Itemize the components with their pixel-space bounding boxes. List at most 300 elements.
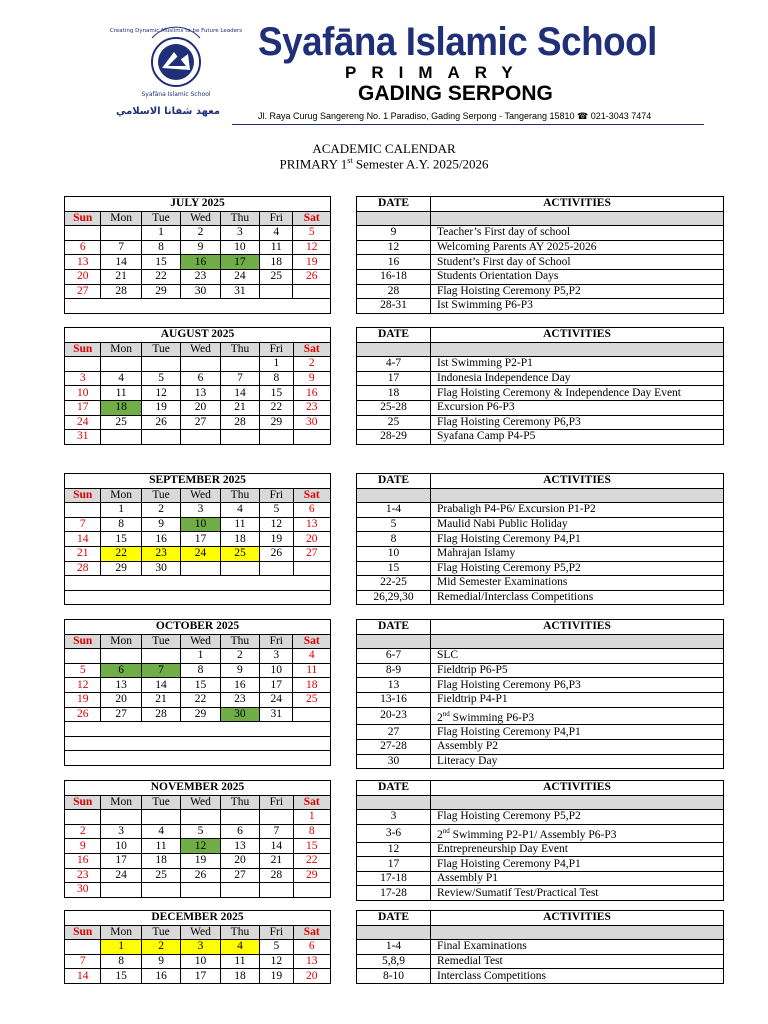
day-cell: 8 [293,824,330,839]
activity-date: 27 [357,725,431,740]
day-cell: 18 [220,532,259,547]
day-cell: 8 [101,517,141,532]
activity-row [357,284,724,299]
activity-name: Fieldtrip P6-P5 [431,663,724,678]
day-cell: 16 [293,386,330,401]
weekday-label: Mon [101,211,141,226]
empty-cell [65,299,331,314]
day-cell [220,561,259,576]
activity-row [357,255,724,270]
weekday-label: Sun [65,795,101,810]
weekday-label: Thu [220,211,259,226]
activity-date: 1-4 [357,503,431,518]
day-cell: 31 [220,284,259,299]
shaded-cell [357,925,431,940]
weekday-label: Sun [65,925,101,940]
day-cell [65,940,101,955]
activity-name: Flag Hoisting Ceremony P5,P2 [431,810,724,825]
weekday-label: Wed [181,211,220,226]
school-campus: GADING SERPONG [358,82,553,105]
activities-header-row [357,911,724,926]
activity-date: 16-18 [357,269,431,284]
day-cell: 25 [141,868,180,883]
week-row [65,663,331,678]
month-calendar [64,780,331,898]
day-cell: 17 [65,400,101,415]
day-cell: 18 [141,853,180,868]
day-cell: 11 [220,517,259,532]
day-cell [101,226,141,241]
day-cell [181,357,220,372]
weekday-row [65,211,331,226]
empty-cell [65,751,331,766]
weekday-label: Fri [260,211,293,226]
day-cell: 2 [141,503,180,518]
logo-ring-text: Creating Dynamic Muslims to be Future Leaders [109,28,243,34]
day-cell: 19 [65,692,101,707]
date-header: DATE [357,781,431,796]
shaded-row [357,634,724,649]
activity-date: 28-31 [357,299,431,314]
day-cell: 5 [141,371,180,386]
weekday-label: Tue [141,795,180,810]
day-cell: 16 [220,678,259,693]
day-cell: 22 [293,853,330,868]
day-cell: 10 [260,663,293,678]
weekday-label: Sat [293,795,330,810]
weekday-label: Mon [101,925,141,940]
day-cell: 2 [181,226,220,241]
activity-date: 9 [357,226,431,241]
day-cell: 18 [101,400,141,415]
day-cell [220,883,259,898]
day-cell: 7 [220,371,259,386]
day-cell: 24 [181,546,220,561]
day-cell [260,430,293,445]
activity-row [357,576,724,591]
week-row [65,430,331,445]
week-row [65,576,331,591]
activity-name: Flag Hoisting Ceremony P6,P3 [431,415,724,430]
activity-row [357,739,724,754]
empty-cell [65,736,331,751]
month-calendar [64,910,331,984]
activity-row [357,857,724,872]
day-cell: 30 [141,561,180,576]
day-cell: 17 [220,255,259,270]
activity-name: Flag Hoisting Ceremony & Independence Day Event [431,386,724,401]
weekday-label: Sun [65,211,101,226]
day-cell: 24 [260,692,293,707]
activity-date: 25-28 [357,400,431,415]
week-row [65,707,331,722]
week-row [65,503,331,518]
weekday-label: Mon [101,488,141,503]
weekday-label: Sun [65,342,101,357]
day-cell: 31 [65,430,101,445]
month-name: NOVEMBER 2025 [65,781,331,796]
day-cell: 17 [101,853,141,868]
shaded-cell [357,795,431,810]
day-cell: 13 [181,386,220,401]
weekday-label: Tue [141,925,180,940]
day-cell: 28 [141,707,180,722]
day-cell: 4 [101,371,141,386]
weekday-label: Sat [293,211,331,226]
activity-row [357,707,724,725]
activity-date: 8-9 [357,663,431,678]
activity-row [357,842,724,857]
weekday-label: Sun [65,488,101,503]
day-cell: 28 [101,284,141,299]
activity-row [357,810,724,825]
day-cell: 17 [181,969,220,984]
document-title: ACADEMIC CALENDAR [312,141,456,156]
week-row [65,299,331,314]
activities-header-row [357,474,724,489]
activities-header: ACTIVITIES [431,620,724,635]
activity-date: 3-6 [357,824,431,842]
day-cell [101,883,141,898]
week-row [65,415,331,430]
activity-row [357,663,724,678]
day-cell: 5 [260,940,293,955]
day-cell: 7 [65,517,101,532]
activity-name: Remedial/Interclass Competitions [431,590,724,605]
activities-table [356,473,724,605]
activities-header: ACTIVITIES [431,474,724,489]
day-cell: 28 [65,561,101,576]
day-cell: 6 [293,940,330,955]
week-row [65,269,331,284]
day-cell: 5 [260,503,293,518]
day-cell: 12 [181,839,220,854]
activity-date: 12 [357,842,431,857]
activity-name: Ist Swimming P6-P3 [431,299,724,314]
activity-row [357,886,724,901]
day-cell: 15 [101,969,141,984]
week-row [65,240,331,255]
day-cell: 7 [65,954,101,969]
activities-header: ACTIVITIES [431,197,724,212]
activities-table [356,619,724,769]
activity-name: Students Orientation Days [431,269,724,284]
day-cell: 14 [141,678,180,693]
weekday-label: Wed [181,488,220,503]
month-calendar [64,473,331,605]
day-cell: 9 [65,839,101,854]
activity-row [357,546,724,561]
activity-name: Flag Hoisting Ceremony P5,P2 [431,284,724,299]
shaded-cell [431,795,724,810]
day-cell: 8 [260,371,293,386]
day-cell: 2 [141,940,180,955]
date-header: DATE [357,911,431,926]
activity-name: Review/Sumatif Test/Practical Test [431,886,724,901]
day-cell: 21 [101,269,141,284]
day-cell [293,430,330,445]
day-cell: 30 [65,883,101,898]
activity-name: Excursion P6-P3 [431,400,724,415]
day-cell: 8 [141,240,180,255]
logo-bottom-text: Syafāna Islamic School [141,91,211,98]
day-cell: 10 [181,517,220,532]
week-row [65,532,331,547]
day-cell: 26 [260,546,293,561]
document-subtitle: PRIMARY 1st Semester A.Y. 2025/2026 [279,156,489,172]
shaded-cell [431,342,724,357]
day-cell [220,430,259,445]
activity-name: Mahrajan Islamy [431,546,724,561]
day-cell [101,649,141,664]
activity-date: 17 [357,371,431,386]
day-cell: 22 [141,269,180,284]
weekday-label: Wed [181,795,220,810]
date-header: DATE [357,197,431,212]
activities-table [356,196,724,314]
day-cell: 24 [101,868,141,883]
activity-date: 18 [357,386,431,401]
day-cell [65,357,101,372]
arabic-school-name: معهد شفانا الاسلامي [116,106,221,117]
activity-row [357,954,724,969]
day-cell: 1 [141,226,180,241]
day-cell [181,883,220,898]
day-cell: 9 [141,517,180,532]
day-cell: 22 [101,546,141,561]
week-row [65,649,331,664]
activity-row [357,649,724,664]
day-cell: 8 [101,954,141,969]
activity-date: 17-28 [357,886,431,901]
activity-name: Final Examinations [431,940,724,955]
day-cell: 20 [181,400,220,415]
week-row [65,940,331,955]
shaded-cell [357,211,431,226]
day-cell: 6 [293,503,330,518]
week-row [65,810,331,825]
date-header: DATE [357,328,431,343]
month-name: OCTOBER 2025 [65,620,331,635]
week-row [65,357,331,372]
day-cell [181,810,220,825]
day-cell [101,357,141,372]
month-name: JULY 2025 [65,197,331,212]
week-row [65,751,331,766]
day-cell: 3 [260,649,293,664]
day-cell: 10 [101,839,141,854]
day-cell [260,810,293,825]
day-cell: 2 [65,824,101,839]
day-cell: 10 [220,240,259,255]
empty-cell [65,590,331,605]
weekday-label: Tue [141,211,180,226]
day-cell: 25 [220,546,259,561]
day-cell: 27 [220,868,259,883]
weekday-label: Fri [260,488,293,503]
shaded-row [357,211,724,226]
day-cell: 26 [293,269,331,284]
activity-date: 3 [357,810,431,825]
weekday-label: Sat [293,342,330,357]
month-header-row [65,620,331,635]
activity-name: Indonesia Independence Day [431,371,724,386]
weekday-label: Mon [101,634,141,649]
weekday-label: Tue [141,342,180,357]
activity-date: 20-23 [357,707,431,725]
activity-name: Assembly P2 [431,739,724,754]
activity-row [357,532,724,547]
activity-row [357,940,724,955]
day-cell [141,810,180,825]
week-row [65,969,331,984]
day-cell: 23 [181,269,220,284]
weekday-label: Sun [65,634,101,649]
day-cell: 11 [141,839,180,854]
day-cell: 6 [65,240,101,255]
day-cell: 4 [220,940,259,955]
activity-date: 15 [357,561,431,576]
week-row [65,736,331,751]
week-row [65,284,331,299]
day-cell: 14 [260,839,293,854]
month-header-row [65,781,331,796]
activity-row [357,692,724,707]
week-row [65,839,331,854]
day-cell: 15 [141,255,180,270]
activity-row [357,969,724,984]
day-cell [220,357,259,372]
week-row [65,692,331,707]
weekday-label: Sat [293,925,330,940]
activity-name: Flag Hoisting Ceremony P4,P1 [431,725,724,740]
day-cell [293,561,330,576]
day-cell: 1 [181,649,220,664]
school-level: PRIMARY [345,63,528,82]
day-cell: 21 [220,400,259,415]
activity-name: Student’s First day of School [431,255,724,270]
activity-name: Flag Hoisting Ceremony P6,P3 [431,678,724,693]
day-cell: 3 [181,503,220,518]
day-cell [181,561,220,576]
day-cell: 31 [260,707,293,722]
week-row [65,517,331,532]
day-cell: 4 [141,824,180,839]
activity-date: 6-7 [357,649,431,664]
day-cell: 24 [65,415,101,430]
day-cell: 12 [260,954,293,969]
activity-row [357,590,724,605]
day-cell: 5 [65,663,101,678]
letterhead [0,0,768,130]
day-cell: 30 [220,707,259,722]
weekday-label: Fri [260,795,293,810]
week-row [65,590,331,605]
day-cell: 14 [101,255,141,270]
day-cell: 9 [181,240,220,255]
day-cell: 28 [260,868,293,883]
activity-name: Fieldtrip P4-P1 [431,692,724,707]
day-cell: 2 [293,357,330,372]
month-calendar [64,196,331,314]
day-cell: 4 [293,649,331,664]
day-cell: 13 [220,839,259,854]
day-cell: 23 [293,400,330,415]
activity-row [357,517,724,532]
activity-name: Remedial Test [431,954,724,969]
activity-date: 8 [357,532,431,547]
month-header-row [65,197,331,212]
activity-name: Entrepreneurship Day Event [431,842,724,857]
day-cell: 20 [293,969,330,984]
activity-name: Mid Semester Examinations [431,576,724,591]
day-cell: 27 [293,546,330,561]
day-cell [181,430,220,445]
day-cell: 15 [293,839,330,854]
month-name: SEPTEMBER 2025 [65,474,331,489]
activity-date: 25 [357,415,431,430]
activity-name: 2nd Swimming P6-P3 [431,707,724,725]
day-cell: 20 [101,692,141,707]
day-cell: 16 [141,532,180,547]
day-cell: 19 [260,969,293,984]
empty-cell [65,576,331,591]
activity-name: Syafana Camp P4-P5 [431,430,724,445]
day-cell: 12 [65,678,101,693]
activity-row [357,503,724,518]
header-divider [232,124,704,125]
day-cell: 21 [260,853,293,868]
week-row [65,546,331,561]
day-cell: 20 [65,269,101,284]
activity-row [357,357,724,372]
activities-table [356,780,724,901]
activity-row [357,240,724,255]
day-cell: 14 [65,969,101,984]
activity-row [357,725,724,740]
day-cell: 13 [65,255,101,270]
day-cell: 29 [293,868,330,883]
weekday-row [65,925,331,940]
date-header: DATE [357,620,431,635]
weekday-label: Fri [260,634,293,649]
day-cell: 3 [181,940,220,955]
day-cell: 18 [293,678,331,693]
day-cell: 1 [293,810,330,825]
week-row [65,868,331,883]
day-cell [141,649,180,664]
day-cell [293,284,331,299]
day-cell [141,357,180,372]
activities-table [356,327,724,445]
weekday-label: Thu [220,488,259,503]
week-row [65,386,331,401]
day-cell: 17 [181,532,220,547]
day-cell: 16 [141,969,180,984]
activities-header: ACTIVITIES [431,911,724,926]
activity-date: 8-10 [357,969,431,984]
activities-header-row [357,197,724,212]
activity-date: 17 [357,857,431,872]
week-row [65,371,331,386]
school-name: Syafāna Islamic School [258,20,657,64]
activity-date: 27-28 [357,739,431,754]
day-cell [260,883,293,898]
day-cell: 7 [101,240,141,255]
day-cell: 16 [65,853,101,868]
day-cell: 5 [181,824,220,839]
activity-name: Flag Hoisting Ceremony P4,P1 [431,857,724,872]
